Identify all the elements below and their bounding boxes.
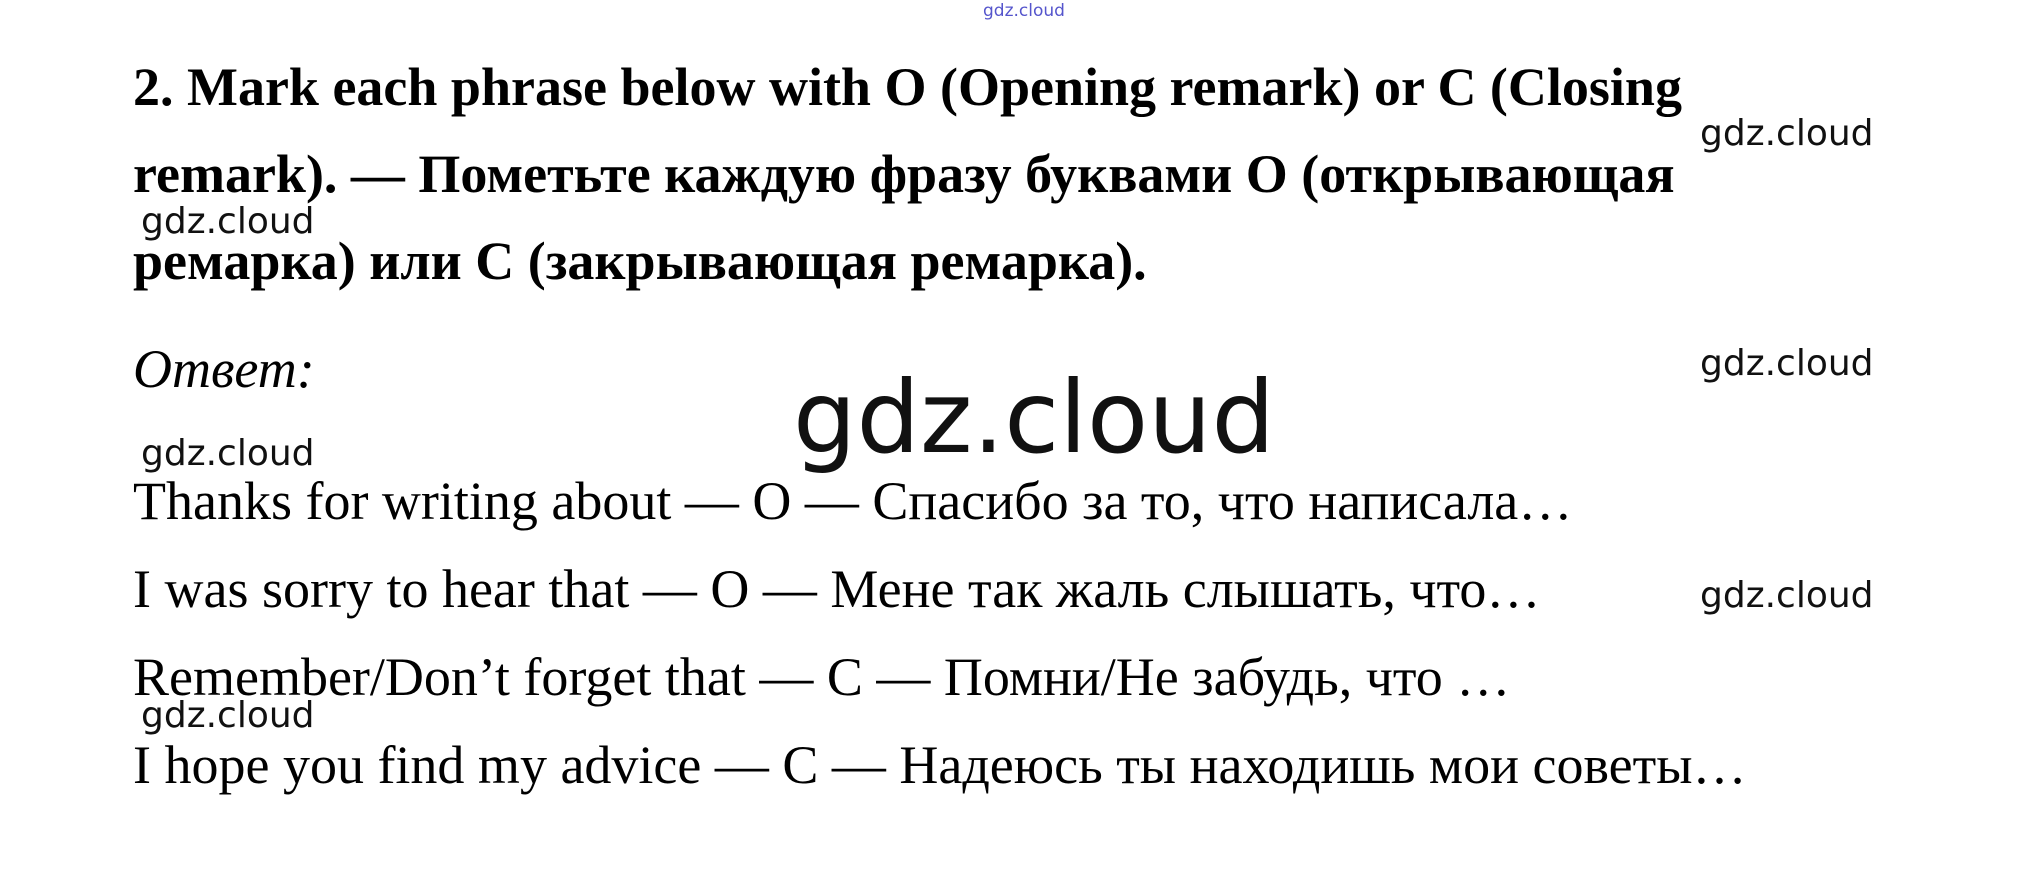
answer-row-3: Remember/Don’t forget that — C — Помни/Не забудь, что … — [133, 647, 1511, 707]
task-title: 2. Mark each phrase below with O (Opening remark) or C (Closing remark). — Пометьте каждую фразу буквами O (открывающая ремарка) или C (закрывающая ремарка). — [133, 57, 1682, 291]
watermark-6: gdz.cloud — [141, 695, 315, 736]
watermark-1: gdz.cloud — [1700, 113, 1874, 154]
answer-row-4: I hope you find my advice — C — Надеюсь ты находишь мои советы… — [133, 735, 1747, 795]
answer-row-2: I was sorry to hear that — O — Мене так жаль слышать, что… — [133, 559, 1541, 619]
watermark-2: gdz.cloud — [141, 201, 315, 242]
watermark-4: gdz.cloud — [141, 433, 315, 474]
answer-row-1: Thanks for writing about — O — Спасибо за то, что написала… — [133, 471, 1573, 531]
answer-label: Ответ: — [133, 339, 315, 399]
watermark-5: gdz.cloud — [1700, 575, 1874, 616]
watermark-3: gdz.cloud — [1700, 343, 1874, 384]
watermark-center: gdz.cloud — [793, 359, 1276, 476]
watermark-top: gdz.cloud — [983, 1, 1065, 21]
